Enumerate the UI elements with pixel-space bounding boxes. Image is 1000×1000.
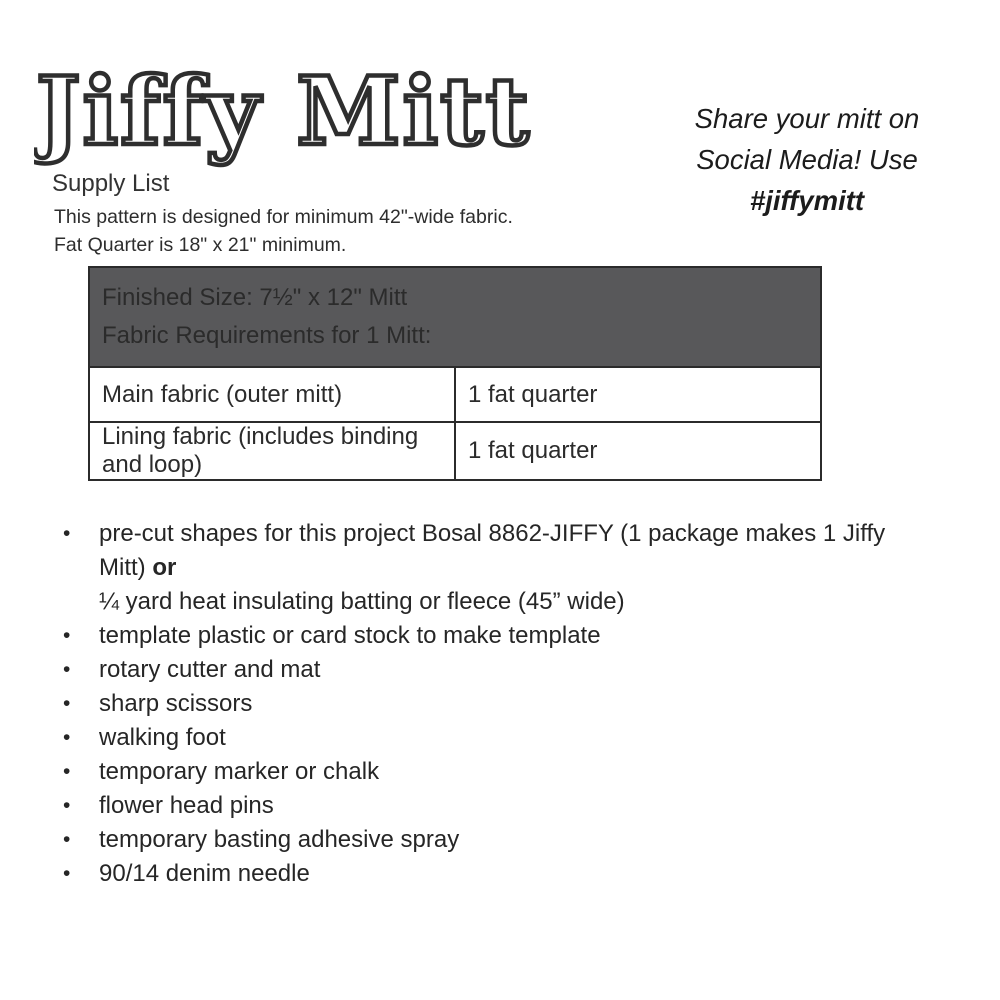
precut-or: or — [152, 554, 177, 581]
page-title-text: Jiffy Mitt — [36, 57, 532, 167]
list-item — [56, 755, 916, 789]
fabric-note-line1: This pattern is designed for minimum 42"-wide fabric. — [54, 206, 513, 228]
list-item-text: 90/14 denim needle — [99, 860, 310, 887]
bullet-marker: • — [63, 692, 71, 715]
list-item — [56, 517, 916, 619]
bullet-marker: • — [63, 828, 71, 851]
list-item — [56, 823, 916, 857]
table-cell-quantity: 1 fat quarter — [455, 367, 821, 422]
table-header-line1: Finished Size: 7½" x 12" Mitt — [102, 284, 408, 311]
supply-bullet-list — [56, 517, 916, 891]
table-cell-item: Lining fabric (includes binding and loop) — [89, 422, 455, 480]
precut-line1: pre-cut shapes for this project Bosal 8862-JIFFY (1 package makes 1 Jiffy — [99, 520, 886, 547]
table-cell-quantity: 1 fat quarter — [455, 422, 821, 480]
bullet-marker: • — [63, 624, 71, 647]
precut-alt-line: ¼ yard heat insulating batting or fleece (45” wide) — [99, 588, 625, 615]
list-item — [56, 653, 916, 687]
fabric-note-line2: Fat Quarter is 18" x 21" minimum. — [54, 234, 347, 256]
list-item — [56, 619, 916, 653]
bullet-marker: • — [63, 726, 71, 749]
table-row — [89, 367, 821, 422]
social-share-blurb — [657, 98, 957, 221]
share-hashtag: #jiffymitt — [749, 185, 865, 216]
list-item-text: temporary basting adhesive spray — [99, 826, 460, 853]
list-item — [56, 687, 916, 721]
list-item-text: temporary marker or chalk — [99, 758, 380, 785]
list-item — [56, 857, 916, 891]
bullet-marker: • — [63, 658, 71, 681]
precut-line2-prefix: Mitt) — [99, 554, 153, 581]
page-title — [34, 56, 544, 176]
fabric-requirements-table — [88, 266, 822, 481]
fabric-notes — [54, 203, 513, 259]
bullet-marker: • — [63, 794, 71, 817]
subtitle-supply-list: Supply List — [52, 170, 170, 197]
list-item-text: sharp scissors — [99, 690, 253, 717]
table-header-row — [89, 267, 821, 367]
list-item-text: template plastic or card stock to make template — [99, 622, 601, 649]
bullet-marker: • — [63, 760, 71, 783]
table-header-line2: Fabric Requirements for 1 Mitt: — [102, 322, 432, 349]
bullet-marker: • — [63, 862, 71, 885]
list-item — [56, 789, 916, 823]
list-item-text — [99, 517, 916, 619]
list-item-text: flower head pins — [99, 792, 274, 819]
list-item-text: rotary cutter and mat — [99, 656, 321, 683]
list-item-text: walking foot — [99, 724, 226, 751]
table-header-cell — [89, 267, 821, 367]
table-row — [89, 422, 821, 480]
share-line1: Share your mitt on — [694, 103, 920, 134]
bullet-marker: • — [63, 522, 71, 545]
list-item — [56, 721, 916, 755]
share-line2: Social Media! Use — [696, 144, 918, 175]
table-cell-item: Main fabric (outer mitt) — [89, 367, 455, 422]
